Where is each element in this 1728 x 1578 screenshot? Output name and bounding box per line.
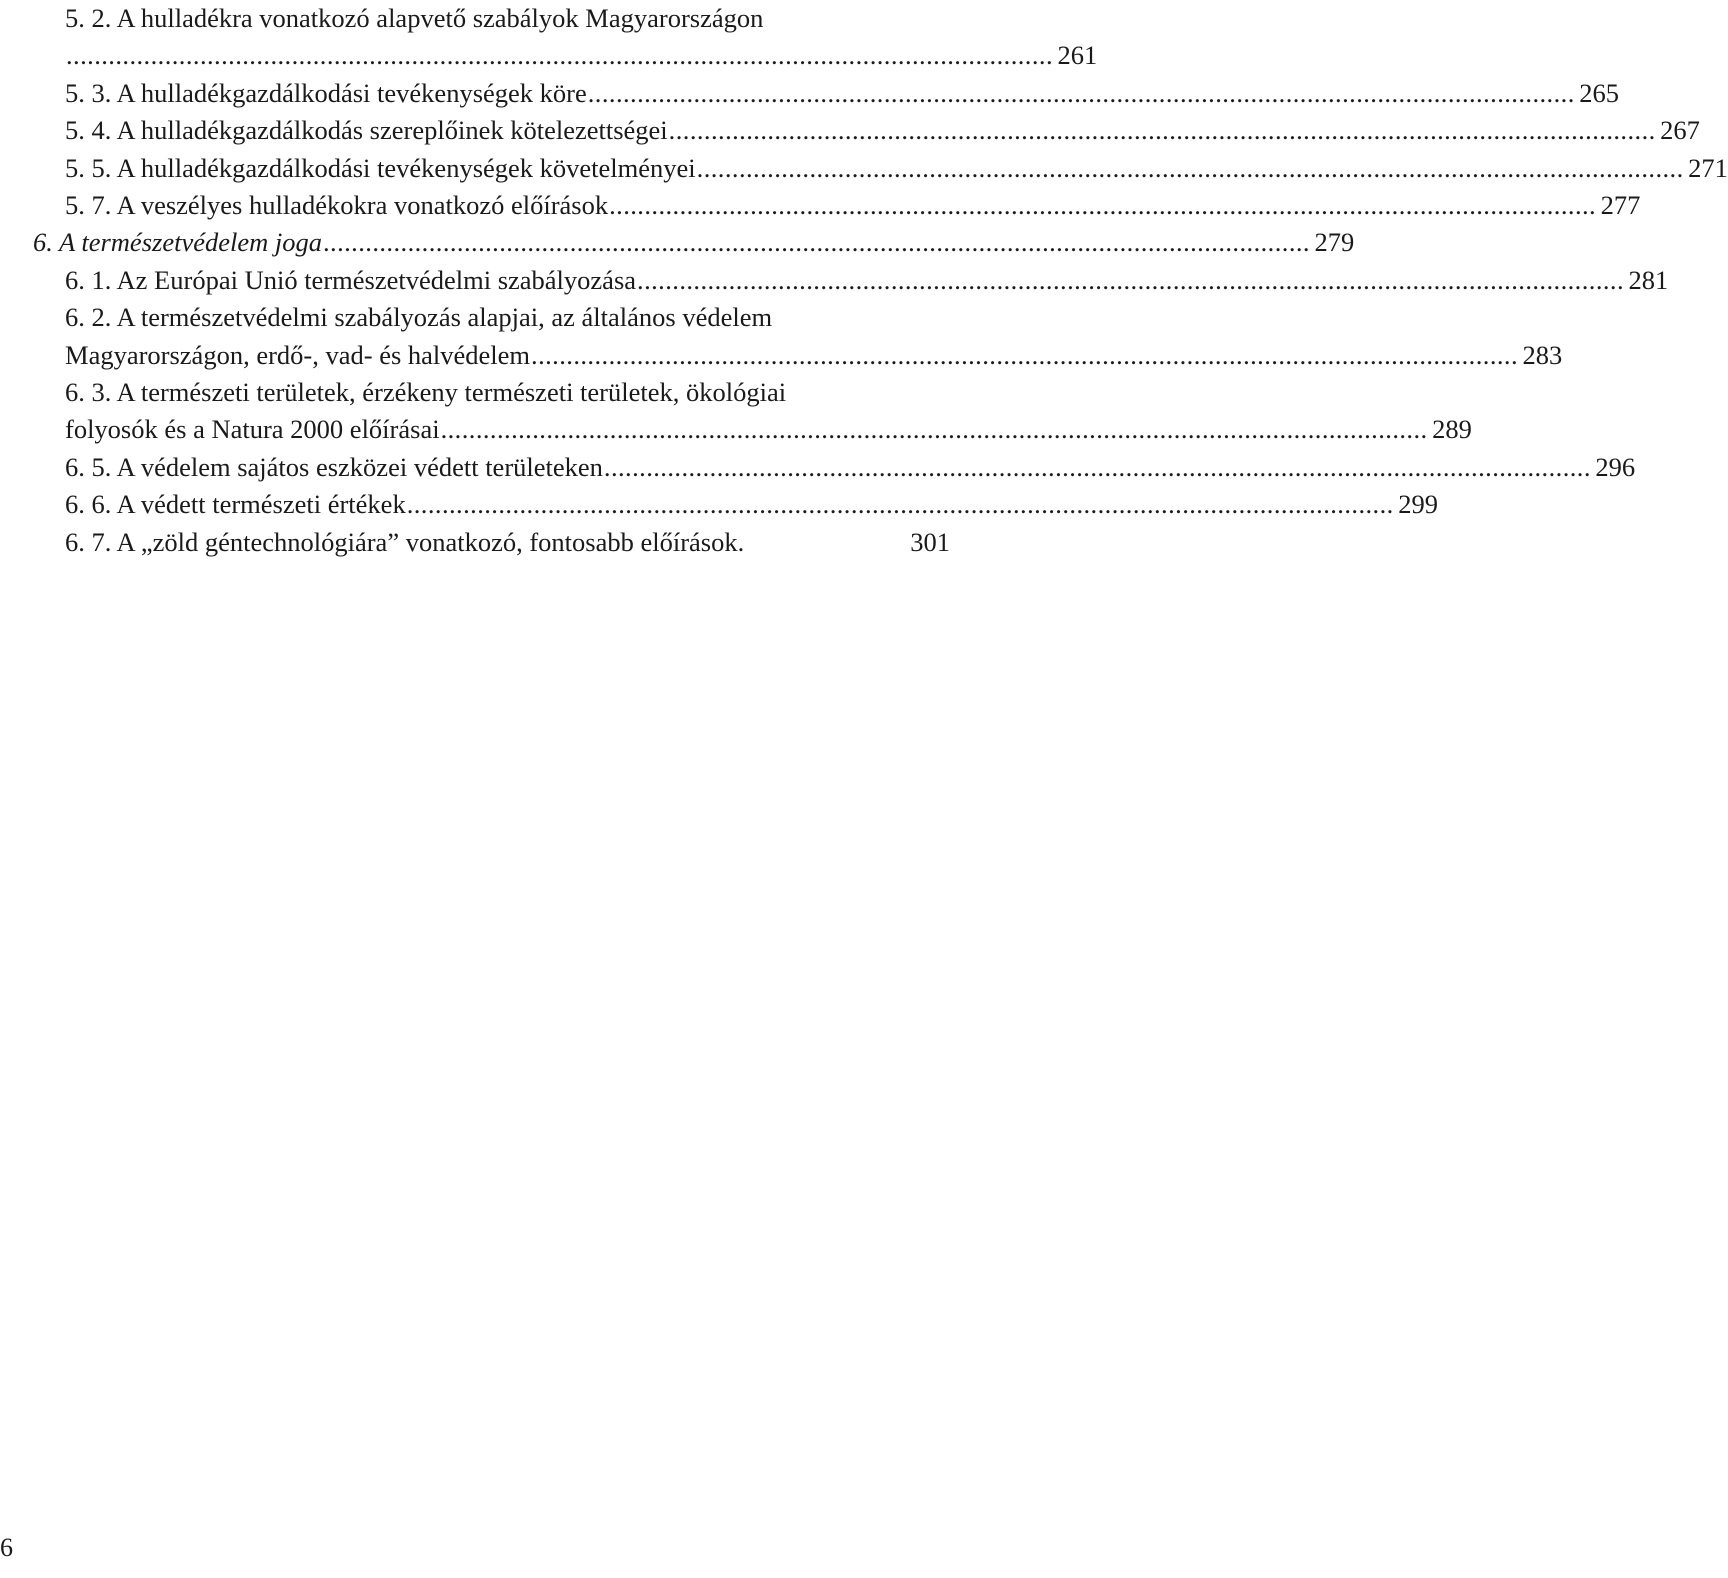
- toc-entry-title: 5. 2. A hulladékra vonatkozó alapvető szabályok Magyarországon: [65, 3, 764, 33]
- toc-entry[interactable]: [65, 299, 1563, 374]
- toc-entry[interactable]: [65, 0, 1098, 75]
- toc-entry-title: 5. 5. A hulladékgazdálkodási tevékenységek követelményei: [65, 152, 696, 183]
- toc-entry-page: 301: [910, 526, 950, 557]
- toc-entry-page: 281: [1628, 264, 1669, 295]
- toc-entry-title: 5. 4. A hulladékgazdálkodás szereplőinek kötelezettségei: [65, 115, 668, 146]
- toc-entry-title-continuation: folyosók és a Natura 2000 előírásai: [65, 414, 440, 445]
- toc-entry-page: 299: [1398, 489, 1438, 520]
- toc-entry[interactable]: [65, 187, 1641, 224]
- toc-chapter-entry[interactable]: [33, 224, 1355, 261]
- dot-leader: [587, 75, 1571, 112]
- toc-entry[interactable]: [65, 524, 950, 561]
- toc-entry-title: 6. 1. Az Európai Unió természetvédelmi szabályozása: [65, 264, 637, 295]
- toc-entry-page: 289: [1432, 414, 1472, 445]
- toc-entry[interactable]: [65, 75, 1619, 112]
- toc-entry-page: 283: [1522, 339, 1563, 370]
- dot-leader: [668, 112, 1652, 149]
- toc-entry-title-continuation: Magyarországon, erdő-, vad- és halvédelem: [65, 339, 531, 370]
- toc-entry-title: 6. 2. A természetvédelmi szabályozás alapjai, az általános védelem: [65, 302, 773, 333]
- toc-entry-title: 5. 7. A veszélyes hulladékokra vonatkozó előírások: [65, 190, 609, 221]
- toc-entry[interactable]: [65, 150, 1728, 187]
- dot-leader: [322, 224, 1306, 261]
- toc-entry-title: 6. 6. A védett természeti értékek: [65, 489, 406, 520]
- toc-entry[interactable]: [65, 112, 1700, 149]
- toc-entry[interactable]: [65, 374, 1472, 449]
- toc-entry-page: 277: [1600, 190, 1641, 221]
- toc-entry-page: 271: [1688, 152, 1728, 183]
- toc-entry[interactable]: [65, 262, 1669, 299]
- dot-leader: [530, 337, 1514, 374]
- toc-entry-page: 279: [1314, 227, 1355, 258]
- dot-leader: [636, 262, 1620, 299]
- dot-leader: [440, 411, 1424, 448]
- toc-entry[interactable]: [65, 449, 1636, 486]
- dot-leader: [406, 486, 1390, 523]
- toc-entry-page: 267: [1660, 115, 1700, 146]
- page-number: 6: [0, 1533, 13, 1562]
- toc-entry-title: 5. 3. A hulladékgazdálkodási tevékenységek köre: [65, 77, 587, 108]
- toc-entry-page: 296: [1595, 451, 1636, 482]
- dot-leader: [603, 449, 1587, 486]
- toc-entry-title: 6. 7. A „zöld géntechnológiára” vonatkozó, fontosabb előírások.: [65, 526, 745, 557]
- toc-entry-title: 6. 3. A természeti területek, érzékeny természeti területek, ökológiai: [65, 377, 787, 408]
- toc-entry[interactable]: [65, 486, 1438, 523]
- toc-entry-title: 6. 5. A védelem sajátos eszközei védett területeken: [65, 451, 603, 482]
- toc-entry-title: 6. A természetvédelem joga: [33, 227, 322, 258]
- dot-leader: [65, 37, 1049, 74]
- toc-entry-page: 265: [1579, 77, 1619, 108]
- table-of-contents: [33, 0, 1728, 561]
- dot-leader: [696, 150, 1680, 187]
- toc-entry-page: 261: [1057, 40, 1098, 71]
- dot-leader: [608, 187, 1592, 224]
